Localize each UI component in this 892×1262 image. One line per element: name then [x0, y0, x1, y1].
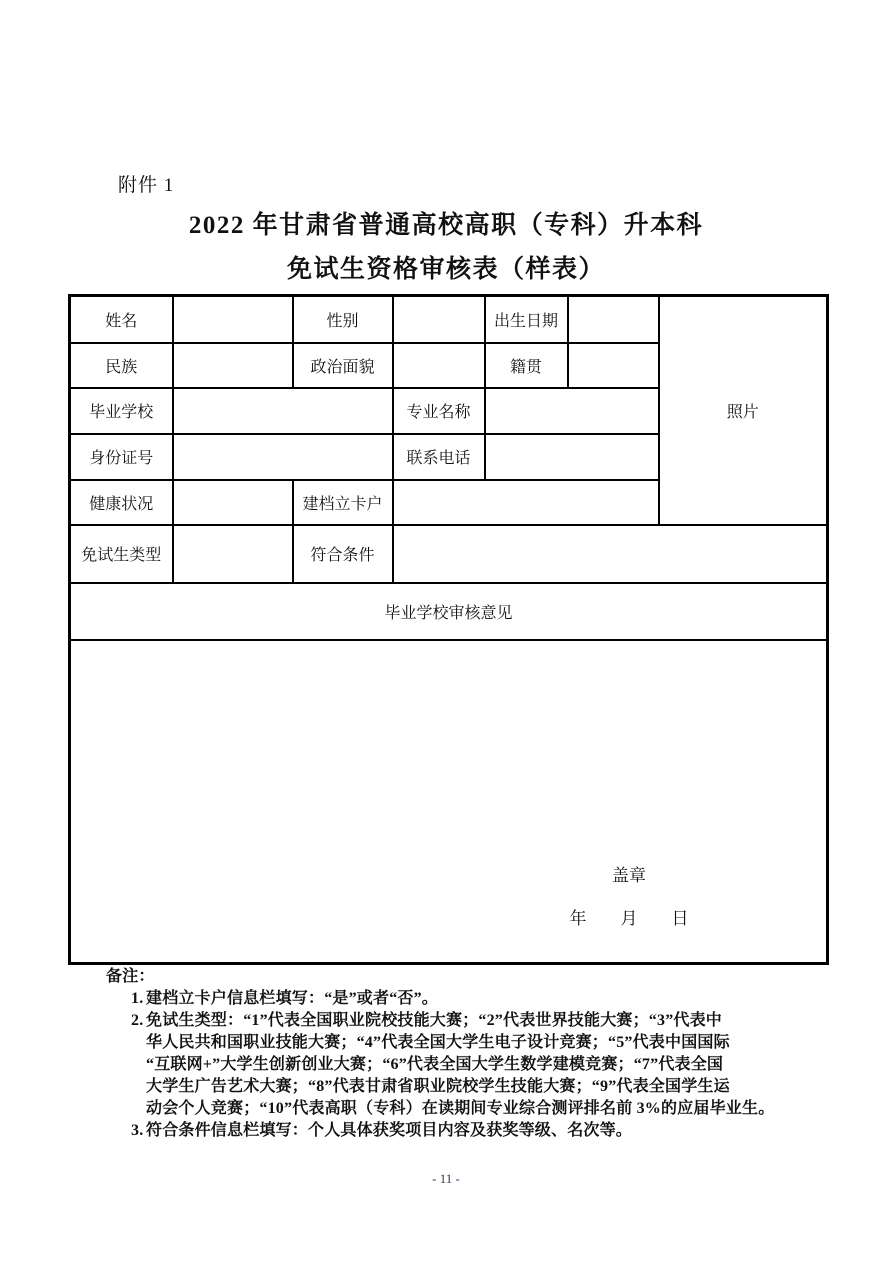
- application-form-table: [68, 294, 829, 965]
- document-title-line2: 免试生资格审核表（样表）: [286, 256, 605, 283]
- field-label-contact-phone: 联系电话: [393, 434, 485, 480]
- table-row: [70, 525, 828, 583]
- document-title-line1: 2022 年甘肃省普通高校高职（专科）升本科: [188, 212, 704, 239]
- field-label-political-status: 政治面貌: [293, 343, 393, 388]
- notes-section: [106, 966, 812, 1142]
- graduation-school-value-cell[interactable]: [173, 388, 393, 434]
- table-row: [70, 296, 828, 343]
- page-number: - 11 -: [432, 1171, 460, 1186]
- note-item-3: [131, 1120, 812, 1142]
- field-label-graduation-school: 毕业学校: [70, 388, 173, 434]
- id-number-value-cell[interactable]: [173, 434, 393, 480]
- contact-phone-value-cell[interactable]: [485, 434, 659, 480]
- registered-poor-household-value-cell[interactable]: [393, 480, 659, 525]
- note-item-1: [131, 988, 812, 1010]
- photo-placeholder-label: 照片: [726, 403, 759, 421]
- table-row: [70, 640, 828, 964]
- note-text: 免试生类型：“1”代表全国职业院校技能大赛；“2”代表世界技能大赛；“3”代表中 华人民共和国职业技能大赛；“4”代表全国大学生电子设计竞赛；“5”代表中国国际 “互联网+”大学生创新创业大赛；“6”代表全国大学生数学建模竞赛；“7”代表全国 大学生广告艺术大赛；“8”代表甘肃省职业院校学生技能大赛；“9”代表全国学生运 动会个人竞赛；“10”代表高职（专科）在读期间专业综合测评排名前 3%的应届毕业生。: [146, 1012, 775, 1117]
- seal-label: 盖章: [612, 865, 646, 885]
- field-label-id-number: 身份证号: [70, 434, 173, 480]
- note-text: 符合条件信息栏填写：个人具体获奖项目内容及获奖等级、名次等。: [146, 1122, 633, 1139]
- seal-and-date-block: [504, 854, 754, 940]
- date-line: 年 月 日: [569, 908, 689, 928]
- exemption-type-value-cell[interactable]: [173, 525, 293, 583]
- field-label-health-status: 健康状况: [70, 480, 173, 525]
- field-label-ethnicity: 民族: [70, 343, 173, 388]
- field-label-registered-poor-household: 建档立卡户: [293, 480, 393, 525]
- note-item-2: [131, 1010, 812, 1120]
- note-number: 3.: [131, 1122, 144, 1139]
- attachment-label: 附件 1: [118, 175, 175, 196]
- major-name-value-cell[interactable]: [485, 388, 659, 434]
- school-review-opinion-header: 毕业学校审核意见: [70, 583, 828, 640]
- note-number: 2.: [131, 1012, 144, 1029]
- field-label-native-place: 籍贯: [485, 343, 568, 388]
- school-review-opinion-area[interactable]: [70, 640, 828, 964]
- political-status-value-cell[interactable]: [393, 343, 485, 388]
- field-label-major-name: 专业名称: [393, 388, 485, 434]
- field-label-qualification: 符合条件: [293, 525, 393, 583]
- ethnicity-value-cell[interactable]: [173, 343, 293, 388]
- notes-label: 备注：: [106, 968, 155, 985]
- note-text: 建档立卡户信息栏填写：“是”或者“否”。: [146, 990, 439, 1007]
- field-label-name: 姓名: [70, 296, 173, 343]
- table-row: [70, 583, 828, 640]
- qualification-value-cell[interactable]: [393, 525, 828, 583]
- health-status-value-cell[interactable]: [173, 480, 293, 525]
- field-label-exemption-type: 免试生类型: [70, 525, 173, 583]
- field-label-birth-date: 出生日期: [485, 296, 568, 343]
- gender-value-cell[interactable]: [393, 296, 485, 343]
- native-place-value-cell[interactable]: [568, 343, 659, 388]
- name-value-cell[interactable]: [173, 296, 293, 343]
- photo-cell[interactable]: [659, 296, 828, 525]
- note-number: 1.: [131, 990, 144, 1007]
- field-label-gender: 性别: [293, 296, 393, 343]
- birth-date-value-cell[interactable]: [568, 296, 659, 343]
